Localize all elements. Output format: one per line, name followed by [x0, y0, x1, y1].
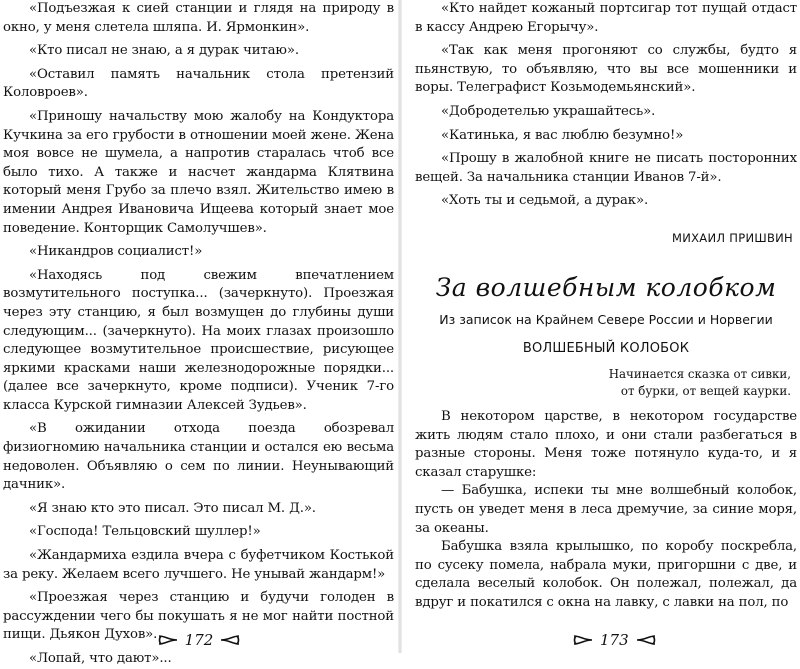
paragraph: «Кто найдет кожаный портсигар тот пущай отдаст в кассу Андрею Егорычу».: [415, 1, 797, 35]
page-number: 172: [184, 631, 214, 649]
paragraph: — Бабушка, испеки ты мне волшебный колобок, пусть он уведет меня в леса дремучие, за синие моря, за океаны.: [415, 483, 797, 536]
paragraph: «Добродетелью украшайтесь».: [441, 103, 656, 119]
paragraph: «Проезжая через станцию и будучи голоден в рассуждении чего бы покушать я не мог найти постной пищи. Дьякон Духов».: [3, 590, 394, 643]
page-number: 173: [600, 631, 629, 649]
paragraph: «Кто писал не знаю, а я дурак читаю».: [29, 43, 299, 59]
paragraph: «Находясь под свежим впечатлением возмутительного поступка... (зачеркнуто). Проезжая через эту станцию, я был возмущен до глубины души следующим... (зачеркнуто). На моих глазах произошло следующее возмутительное происшествие, рисующее яркими красками наши железнодорожные порядки... (далее все зачеркнуто, кроме подписи). Ученик 7-го класса Курской гимназии Алексей Зудьев».: [3, 267, 394, 413]
scroll-ornament-icon: [572, 633, 594, 647]
scroll-ornament-icon: [635, 633, 657, 647]
epigraph-line: Начинается сказка от сивки,: [608, 366, 791, 381]
paragraph: «Подъезжая к сией станции и глядя на природу в окно, у меня слетела шляпа. И. Ярмонкин».: [3, 1, 394, 35]
work-subtitle: Из записок на Крайнем Севере России и Норвегии: [439, 311, 773, 327]
paragraph: «Лопай, что дают»...: [29, 651, 172, 666]
paragraph: «Приношу начальству мою жалобу на Кондуктора Кучкина за его грубости в отношении моей жене. Жена моя вовсе не шумела, а напротив старалась чтоб все было тихо. А также и насчет жандарма Клятвина который меня Грубо за плечо взял. Жительство имею в имении Андрея Ивановича Ищеева который знает мое поведение. Конторщик Самолучшев».: [3, 108, 394, 236]
paragraph: «Катинька, я вас люблю безумно!»: [441, 127, 684, 143]
chapter-title: ВОЛШЕБНЫЙ КОЛОБОК: [522, 340, 690, 356]
epigraph-line: от бурки, от вещей каурки.: [620, 383, 791, 398]
scroll-ornament-icon: [219, 633, 241, 647]
right-page: [402, 0, 800, 653]
paragraph: «Так как меня прогоняют со службы, будто я пьянствую, то объявляю, что вы все мошенники и воры. Телеграфист Козьмодемьянский».: [415, 43, 797, 96]
author-name: МИХАИЛ ПРИШВИН: [672, 230, 793, 245]
paragraph: «Оставил память начальник стола претензий Коловроев».: [3, 66, 394, 101]
epigraph: [601, 366, 791, 400]
paragraph: В некотором царстве, в некотором государстве жить людям стало плохо, и они стали разбегаться в разные стороны. Меня тоже потянуло куда-то, и я сказал старушке:: [415, 408, 797, 480]
work-title: За волшебным колобком: [435, 272, 777, 302]
paragraph: «Господа! Тельцовский шуллер!»: [29, 524, 261, 540]
paragraph: «Я знаю кто это писал. Это писал М. Д.».: [29, 500, 316, 516]
page-number-right: [412, 631, 800, 649]
page-number-left: [0, 631, 398, 649]
paragraph: «Хоть ты и седьмой, а дурак».: [441, 193, 649, 209]
left-text-column: [3, 0, 394, 669]
paragraph: Бабушка взяла крылышко, по коробу поскребла, по сусеку помела, набрала муки, пригоршни с две, и сделала веселый колобок. Он полежал, полежал, да вдруг и покатился с окна на лавку, с лавки на пол, по: [415, 539, 797, 610]
paragraph: «Никандров социалист!»: [29, 244, 203, 260]
left-page: [0, 0, 398, 666]
paragraph: «Прошу в жалобной книге не писать посторонних вещей. За начальника станции Иванов 7-й».: [415, 151, 797, 185]
right-text-column: [415, 0, 797, 612]
scroll-ornament-icon: [157, 633, 179, 647]
paragraph: «Жандармиха ездила вчера с буфетчиком Костькой за реку. Желаем всего лучшего. Не унывай жандарм!»: [3, 548, 394, 582]
paragraph: «В ожидании отхода поезда обозревал физиогномию начальника станции и остался ею весьма недоволен. Объявляю о сем по линии. Неунывающий дачник».: [3, 421, 394, 493]
